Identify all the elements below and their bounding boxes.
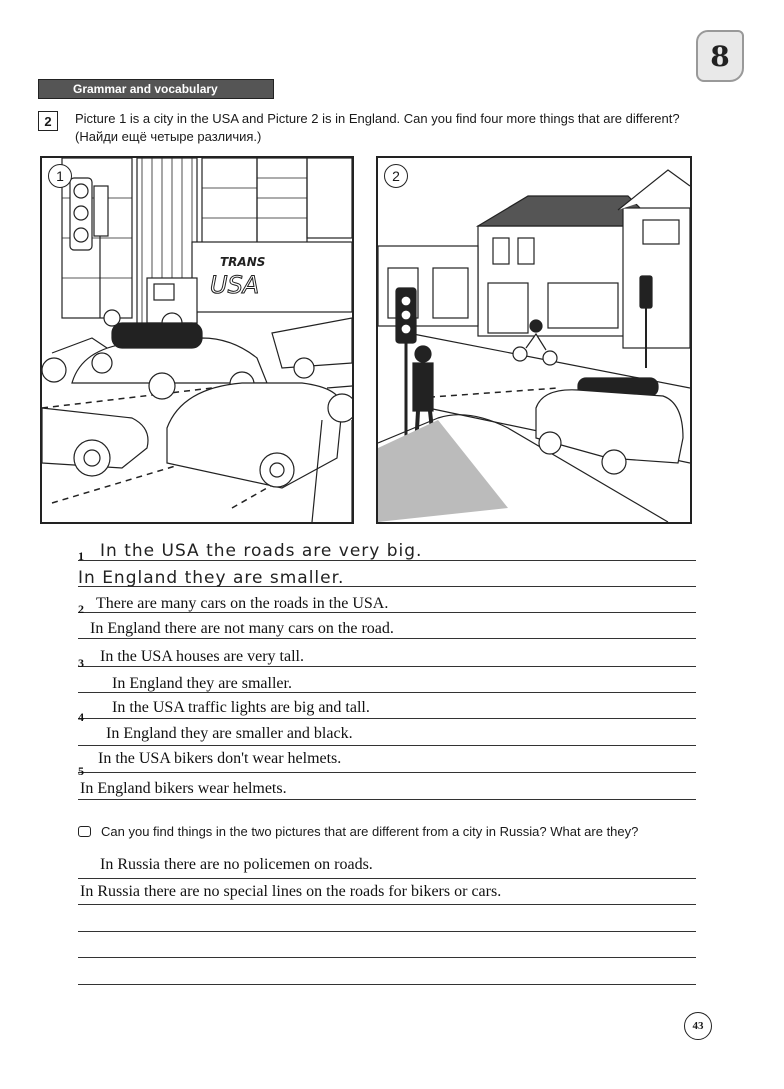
- exercise-number: 2: [38, 111, 58, 131]
- answer-4-usa: In the USA traffic lights are big and tall.: [112, 699, 370, 716]
- answer-number: 1: [78, 549, 84, 563]
- answer-number: 2: [78, 602, 84, 616]
- answer-2-england: In England there are not many cars on the road.: [90, 620, 394, 637]
- unit-number-badge: 8: [696, 30, 744, 82]
- traffic-light-usa: [70, 178, 108, 318]
- car: [167, 383, 342, 488]
- building: [202, 158, 257, 248]
- page-number: 43: [684, 1012, 712, 1040]
- truck-text-bottom: USA: [210, 271, 260, 299]
- answer-1-england: In England they are smaller.: [78, 568, 345, 588]
- car: [272, 318, 352, 378]
- car: [42, 408, 148, 476]
- england-street-illustration: [378, 158, 690, 522]
- picture-number: 2: [384, 164, 408, 188]
- answer-2-usa: There are many cars on the roads in the USA.: [96, 595, 389, 612]
- building: [307, 158, 352, 238]
- question-2-answer-1: In Russia there are no policemen on roads.: [100, 856, 373, 873]
- answer-3-usa: In the USA houses are very tall.: [100, 648, 304, 665]
- answer-1-usa: In the USA the roads are very big.: [100, 541, 423, 561]
- picture-england: [376, 156, 692, 524]
- answer-3-england: In England they are smaller.: [112, 675, 292, 692]
- truck-text-top: TRANS: [220, 255, 266, 269]
- picture-usa: [40, 156, 354, 524]
- answer-4-england: In England they are smaller and black.: [106, 725, 353, 742]
- picture-number: 1: [48, 164, 72, 188]
- usa-street-illustration: [42, 158, 352, 522]
- checkbox-icon: [78, 826, 91, 837]
- exercise-instruction: Picture 1 is a city in the USA and Picture 2 is in England. Can you find four more things that are different? (Найди ещё четыре различия.): [75, 111, 680, 144]
- question-2: [78, 823, 698, 841]
- shop: [378, 246, 478, 326]
- building: [257, 158, 307, 243]
- answer-number: 3: [78, 656, 84, 670]
- car: [536, 378, 683, 474]
- question-2-text: Can you find things in the two pictures that are different from a city in Russia? What are they?: [101, 824, 639, 839]
- answer-5-usa: In the USA bikers don't wear helmets.: [98, 750, 342, 767]
- traffic-light-england: [396, 288, 416, 436]
- answer-number: 5: [78, 764, 84, 778]
- answer-5-england: In England bikers wear helmets.: [80, 780, 287, 797]
- question-2-answer-2: In Russia there are no special lines on the roads for bikers or cars.: [80, 883, 502, 900]
- section-title: Grammar and vocabulary: [38, 79, 274, 99]
- answer-number: 4: [78, 710, 84, 724]
